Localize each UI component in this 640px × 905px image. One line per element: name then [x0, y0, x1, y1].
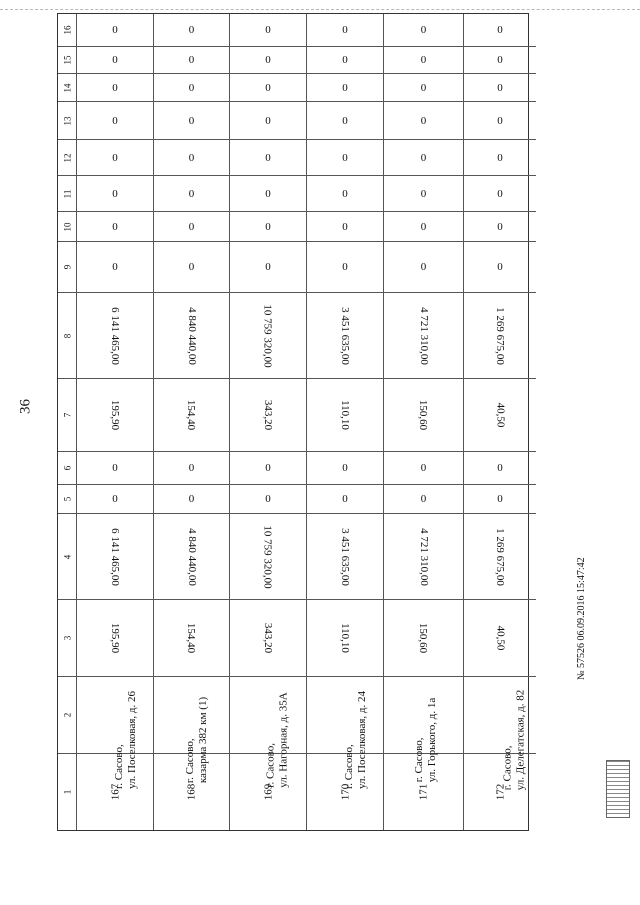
value-cell-c4 — [464, 514, 536, 600]
value-cell-c4 — [230, 514, 307, 600]
value-cell-c8 — [77, 293, 154, 379]
column-index-label: 7 — [62, 412, 72, 418]
value-cell-c11 — [77, 176, 154, 212]
value-cell-c10 — [230, 212, 307, 242]
address-street: ул. Поселковая, д. 24 — [356, 691, 368, 789]
value-cell-c5 — [154, 485, 230, 514]
column-index-4 — [58, 514, 77, 600]
cell-value: 0 — [497, 114, 503, 127]
value-cell-c6 — [77, 452, 154, 485]
cell-value: 0 — [497, 261, 503, 273]
value-cell-c4 — [154, 514, 230, 600]
cell-value: 4 721 310,00 — [417, 306, 430, 365]
cell-value: 0 — [342, 187, 348, 200]
value-cell-c3 — [154, 600, 230, 677]
value-cell-c13 — [464, 102, 536, 140]
value-cell-c4 — [384, 514, 464, 600]
column-index-3 — [58, 600, 77, 677]
column-index-label: 16 — [62, 25, 72, 35]
cell-value: 1 269 675,00 — [494, 527, 506, 586]
value-cell-c11 — [307, 176, 384, 212]
cell-value: 40,50 — [494, 402, 506, 428]
value-cell-c3 — [384, 600, 464, 677]
column-index-label: 3 — [62, 635, 72, 641]
value-cell-c16 — [464, 14, 536, 47]
cell-value: 0 — [112, 220, 118, 233]
cell-value: 4 840 440,00 — [185, 527, 198, 586]
cell-value: 195,90 — [109, 399, 121, 431]
value-cell-c9 — [77, 242, 154, 293]
column-index-12 — [58, 140, 77, 176]
cell-value: 0 — [497, 493, 503, 505]
address-city: г. Сасово, — [113, 744, 125, 789]
address-street: казарма 382 км (1) — [197, 696, 210, 784]
cell-value: 0 — [265, 462, 271, 474]
value-cell-c12 — [464, 140, 536, 176]
address-cell — [384, 677, 464, 783]
cell-value: 10 759 320,00 — [262, 303, 274, 368]
column-index-16 — [58, 14, 77, 47]
value-cell-c13 — [77, 102, 154, 140]
cell-value: 0 — [188, 54, 195, 66]
cell-value: 150,60 — [417, 622, 430, 654]
value-cell-c7 — [384, 379, 464, 452]
address-text — [113, 691, 139, 789]
value-cell-c16 — [230, 14, 307, 47]
cell-value: 0 — [342, 24, 348, 36]
column-index-1 — [58, 754, 77, 830]
cell-value: 0 — [112, 493, 118, 505]
value-cell-c5 — [77, 485, 154, 514]
column-index-label: 15 — [62, 55, 72, 65]
address-city: г. Сасово, — [501, 745, 514, 791]
value-cell-c12 — [230, 140, 307, 176]
value-cell-c8 — [384, 293, 464, 379]
cell-value: 3 451 635,00 — [339, 306, 351, 365]
value-cell-c7 — [307, 379, 384, 452]
cell-value: 0 — [342, 261, 348, 273]
cell-value: 343,20 — [262, 622, 274, 654]
cell-value: 0 — [265, 493, 271, 505]
value-cell-c14 — [230, 74, 307, 102]
value-cell-c13 — [230, 102, 307, 140]
value-cell-c3 — [464, 600, 536, 677]
cell-value: 110,10 — [339, 623, 351, 653]
cell-value: 0 — [265, 220, 271, 233]
column-index-label: 10 — [62, 222, 72, 231]
value-cell-c10 — [307, 212, 384, 242]
top-edge-line — [0, 9, 640, 10]
cell-value: 154,40 — [185, 399, 198, 431]
address-cell — [230, 677, 307, 788]
cell-value: 0 — [112, 151, 118, 164]
value-cell-c12 — [384, 140, 464, 176]
column-index-7 — [58, 379, 77, 452]
column-index-label: 4 — [62, 554, 72, 559]
column-index-label: 12 — [62, 153, 72, 162]
value-cell-c8 — [307, 293, 384, 379]
value-cell-c6 — [154, 452, 230, 485]
cell-value: 0 — [497, 24, 503, 36]
value-cell-c3 — [230, 600, 307, 677]
cell-value: 0 — [342, 462, 348, 474]
value-cell-c11 — [154, 176, 230, 212]
value-cell-c15 — [77, 47, 154, 74]
address-street: ул. Горького, д. 1а — [426, 697, 439, 783]
cell-value: 0 — [265, 54, 271, 66]
address-street: ул. Делегатская, д. 82 — [514, 689, 527, 791]
address-text — [501, 690, 527, 791]
column-index-9 — [58, 242, 77, 293]
value-cell-c7 — [154, 379, 230, 452]
cell-value: 0 — [112, 54, 118, 66]
column-index-label: 8 — [62, 333, 72, 338]
value-cell-c10 — [464, 212, 536, 242]
address-city: г. Сасово, — [413, 737, 426, 783]
cell-value: 0 — [112, 187, 118, 200]
value-cell-c8 — [230, 293, 307, 379]
value-cell-c12 — [77, 140, 154, 176]
value-cell-c3 — [307, 600, 384, 677]
value-cell-c7 — [464, 379, 536, 452]
cell-value: 0 — [497, 462, 503, 474]
data-table — [57, 13, 529, 831]
cell-value: 0 — [112, 114, 118, 127]
cell-value: 0 — [342, 493, 348, 505]
registry-logo-icon — [606, 760, 630, 818]
cell-value: 0 — [188, 151, 195, 164]
value-cell-c11 — [384, 176, 464, 212]
cell-value: 0 — [497, 151, 503, 164]
cell-value: 4 721 310,00 — [417, 527, 430, 586]
value-cell-c4 — [77, 514, 154, 600]
value-cell-c14 — [77, 74, 154, 102]
address-cell — [154, 677, 230, 784]
cell-value: 110,10 — [339, 400, 351, 430]
cell-value: 10 759 320,00 — [262, 524, 274, 589]
cell-value: 4 840 440,00 — [185, 306, 198, 365]
cell-value: 0 — [265, 24, 271, 36]
value-cell-c4 — [307, 514, 384, 600]
value-cell-c16 — [384, 14, 464, 47]
cell-value: 0 — [342, 220, 348, 233]
cell-value: 6 141 465,00 — [109, 306, 121, 365]
column-index-label: 14 — [62, 83, 72, 92]
cell-value: 0 — [112, 261, 118, 273]
value-cell-c14 — [154, 74, 230, 102]
value-cell-c10 — [77, 212, 154, 242]
address-street: ул. Поселковая, д. 26 — [126, 691, 138, 789]
cell-value: 0 — [188, 493, 195, 505]
address-text — [265, 692, 291, 787]
value-cell-c11 — [230, 176, 307, 212]
value-cell-c15 — [464, 47, 536, 74]
value-cell-c10 — [384, 212, 464, 242]
page-number: 36 — [17, 399, 34, 414]
cell-value: 0 — [420, 187, 427, 200]
cell-value: 0 — [420, 81, 427, 94]
cell-value: 0 — [342, 81, 348, 94]
value-cell-c9 — [154, 242, 230, 293]
value-cell-c7 — [77, 379, 154, 452]
value-cell-c5 — [307, 485, 384, 514]
cell-value: 1 269 675,00 — [494, 306, 506, 365]
column-index-label: 5 — [62, 496, 72, 502]
cell-value: 0 — [188, 81, 195, 94]
cell-value: 195,90 — [109, 622, 121, 654]
column-index-5 — [58, 485, 77, 514]
value-cell-c12 — [307, 140, 384, 176]
value-cell-c9 — [384, 242, 464, 293]
column-index-label: 13 — [62, 116, 72, 125]
cell-value: 0 — [420, 151, 427, 164]
cell-value: 0 — [420, 24, 427, 36]
value-cell-c15 — [307, 47, 384, 74]
cell-value: 0 — [497, 187, 503, 200]
value-cell-c16 — [154, 14, 230, 47]
cell-value: 0 — [188, 220, 195, 233]
cell-value: 0 — [420, 493, 427, 505]
cell-value: 0 — [420, 261, 427, 273]
value-cell-c8 — [154, 293, 230, 379]
address-city: г. Сасово, — [184, 738, 197, 784]
column-index-13 — [58, 102, 77, 140]
cell-value: 0 — [420, 114, 427, 127]
cell-value: 0 — [112, 24, 118, 36]
value-cell-c9 — [464, 242, 536, 293]
column-index-11 — [58, 176, 77, 212]
value-cell-c16 — [307, 14, 384, 47]
address-city: г. Сасово, — [343, 744, 355, 789]
row-number: 172 — [494, 783, 506, 801]
value-cell-c13 — [154, 102, 230, 140]
cell-value: 0 — [188, 462, 195, 474]
value-cell-c6 — [384, 452, 464, 485]
column-index-6 — [58, 452, 77, 485]
cell-value: 0 — [188, 187, 195, 200]
address-street: ул. Нагорная, д. 35А — [277, 692, 290, 788]
row-number: 167 — [109, 783, 121, 801]
value-cell-c13 — [384, 102, 464, 140]
value-cell-c11 — [464, 176, 536, 212]
cell-value: 0 — [188, 24, 195, 36]
address-text — [184, 697, 210, 783]
value-cell-c10 — [154, 212, 230, 242]
cell-value: 0 — [420, 462, 427, 474]
cell-value: 0 — [265, 81, 271, 94]
address-text — [343, 691, 369, 789]
cell-value: 0 — [342, 54, 348, 66]
registration-stamp: № 57526 06.09.2016 15:47:42 — [576, 557, 587, 680]
cell-value: 40,50 — [494, 625, 506, 651]
value-cell-c9 — [307, 242, 384, 293]
value-cell-c15 — [230, 47, 307, 74]
value-cell-c15 — [384, 47, 464, 74]
value-cell-c16 — [77, 14, 154, 47]
cell-value: 0 — [342, 114, 348, 127]
cell-value: 0 — [188, 261, 195, 273]
column-index-label: 9 — [62, 264, 72, 270]
column-index-14 — [58, 74, 77, 102]
value-cell-c6 — [464, 452, 536, 485]
cell-value: 0 — [342, 151, 348, 164]
column-index-2 — [58, 677, 77, 754]
value-cell-c6 — [307, 452, 384, 485]
value-cell-c9 — [230, 242, 307, 293]
cell-value: 0 — [265, 151, 271, 164]
row-number: 171 — [417, 783, 430, 801]
value-cell-c7 — [230, 379, 307, 452]
value-cell-c13 — [307, 102, 384, 140]
address-cell — [307, 677, 384, 789]
value-cell-c12 — [154, 140, 230, 176]
cell-value: 6 141 465,00 — [109, 527, 121, 586]
column-index-label: 11 — [61, 189, 72, 198]
address-cell — [77, 677, 154, 789]
cell-value: 3 451 635,00 — [339, 527, 351, 586]
cell-value: 0 — [265, 261, 271, 273]
cell-value: 0 — [420, 220, 427, 233]
column-index-label: 2 — [62, 712, 72, 718]
value-cell-c14 — [464, 74, 536, 102]
column-index-label: 1 — [62, 789, 72, 795]
value-cell-c5 — [464, 485, 536, 514]
column-index-10 — [58, 212, 77, 242]
cell-value: 0 — [420, 54, 427, 66]
column-index-15 — [58, 47, 77, 74]
cell-value: 154,40 — [185, 622, 198, 654]
address-cell — [464, 677, 536, 791]
cell-value: 0 — [112, 81, 118, 94]
cell-value: 343,20 — [262, 399, 274, 431]
row-number: 169 — [262, 783, 274, 801]
value-cell-c8 — [464, 293, 536, 379]
value-cell-c15 — [154, 47, 230, 74]
row-number: 170 — [339, 783, 351, 801]
cell-value: 0 — [188, 114, 195, 127]
column-index-label: 6 — [62, 465, 72, 471]
cell-value: 0 — [497, 220, 503, 233]
value-cell-c5 — [384, 485, 464, 514]
cell-value: 0 — [497, 54, 503, 66]
column-index-8 — [58, 293, 77, 379]
address-city: г. Сасово, — [264, 742, 277, 788]
value-cell-c14 — [384, 74, 464, 102]
value-cell-c6 — [230, 452, 307, 485]
row-number: 168 — [185, 783, 198, 801]
cell-value: 0 — [265, 187, 271, 200]
value-cell-c5 — [230, 485, 307, 514]
value-cell-c3 — [77, 600, 154, 677]
cell-value: 0 — [265, 114, 271, 127]
value-cell-c14 — [307, 74, 384, 102]
cell-value: 0 — [112, 462, 118, 474]
address-text — [413, 698, 439, 782]
cell-value: 0 — [497, 81, 503, 94]
cell-value: 150,60 — [417, 399, 430, 431]
